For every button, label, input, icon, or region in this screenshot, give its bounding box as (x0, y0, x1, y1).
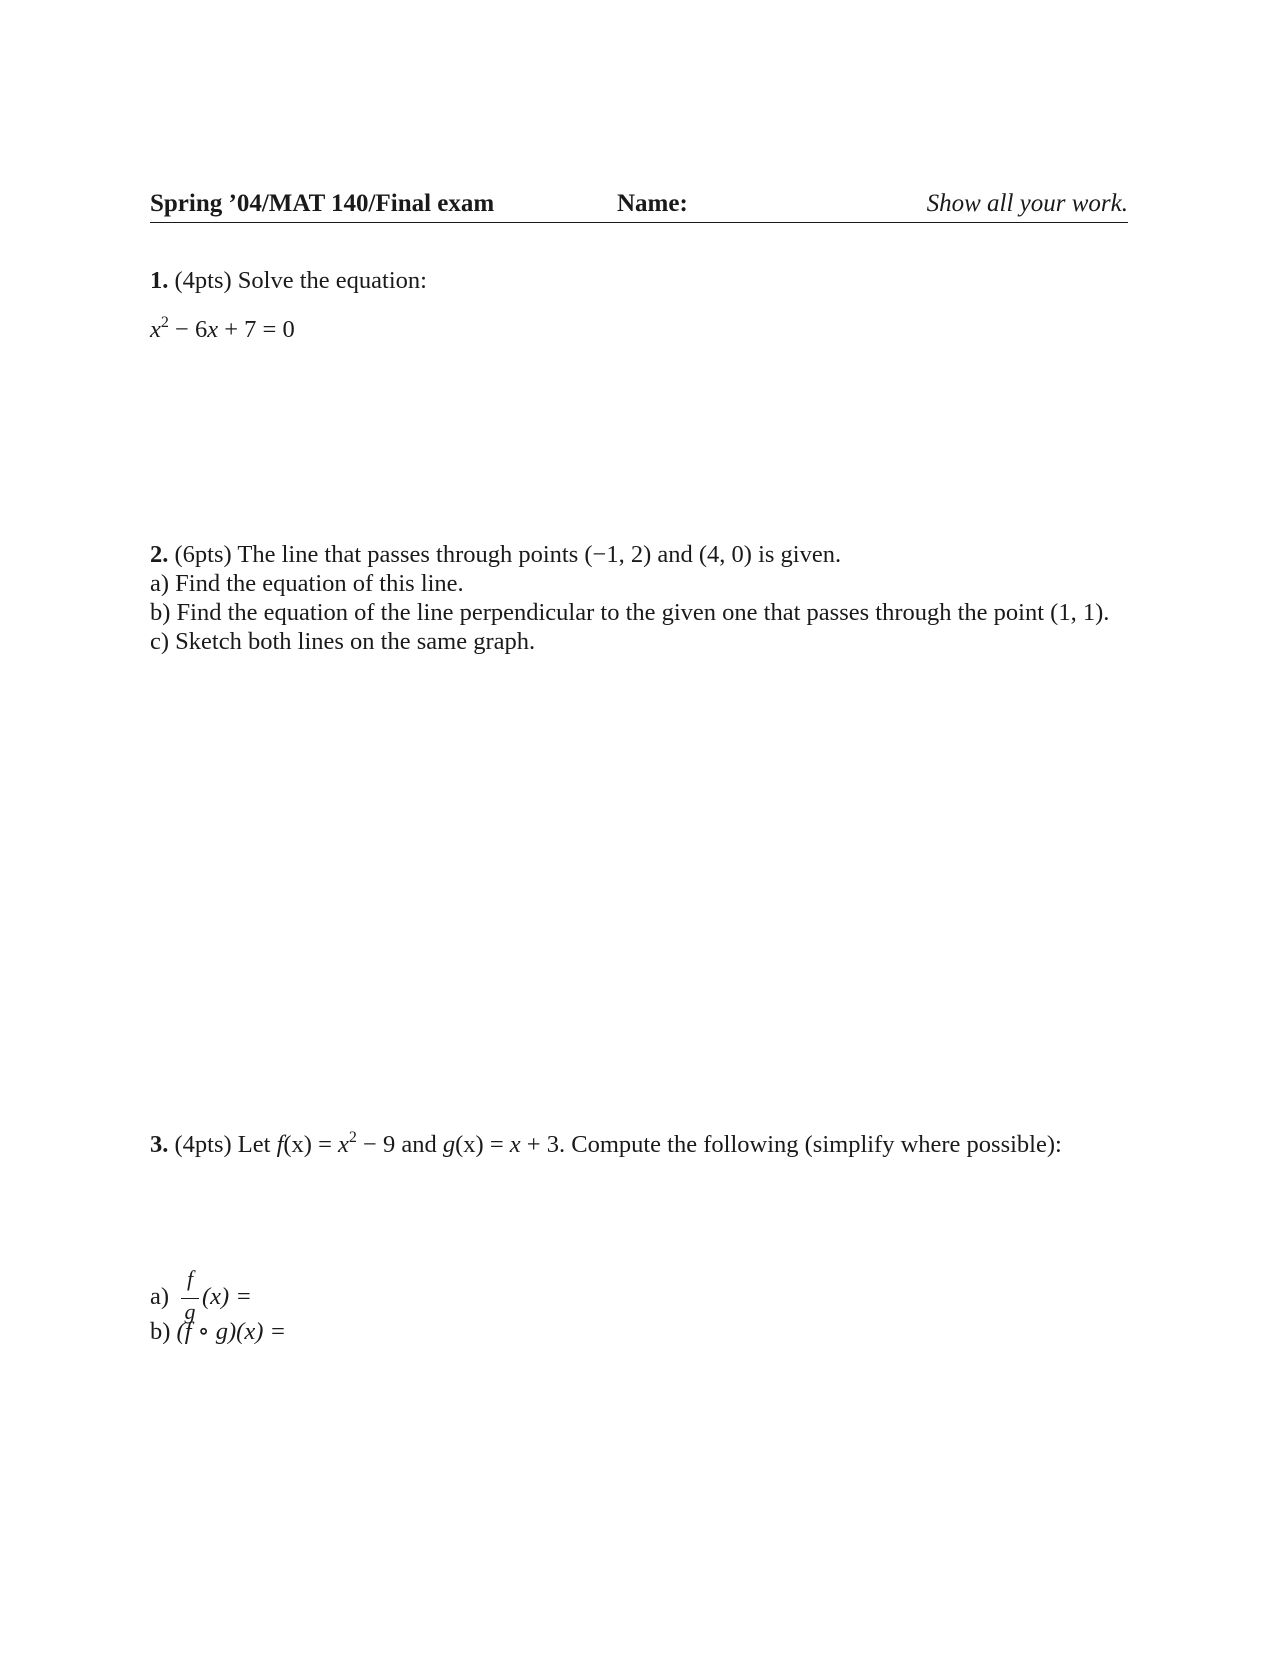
equation-part: + 7 = 0 (218, 316, 295, 343)
question-points: (6pts) (174, 541, 232, 568)
question-2-part-a: a) Find the equation of this line. (150, 570, 464, 597)
equation-exponent: 2 (160, 314, 169, 331)
fraction-denominator: g (184, 1299, 196, 1324)
math-var: x (509, 1131, 521, 1158)
prompt-text: Let (237, 1131, 277, 1158)
question-number: 2. (150, 541, 169, 568)
question-points: (4pts) (174, 1131, 232, 1158)
instruction-text: Show all your work. (926, 190, 1128, 217)
course-title: Spring ’04/MAT 140/Final exam (150, 190, 495, 217)
question-points: (4pts) (174, 267, 232, 294)
question-1-equation (150, 314, 1130, 345)
question-text: The line that passes through points (−1, 2) and (4, 0) is given. (237, 541, 842, 568)
name-label: Name: (617, 190, 688, 217)
question-2 (150, 540, 1130, 656)
prompt-text: (x) (283, 1131, 312, 1158)
prompt-text: (x) (455, 1131, 484, 1158)
part-expression: (f ∘ g)(x) = (176, 1318, 287, 1345)
equation-part: − 6 (168, 316, 208, 343)
exam-header (150, 188, 1128, 223)
question-2-part-c: c) Sketch both lines on the same graph. (150, 628, 536, 655)
question-number: 3. (150, 1131, 169, 1158)
equation-var: x (207, 316, 219, 343)
fraction-numerator: f (186, 1266, 194, 1291)
function-f: f (276, 1131, 284, 1158)
prompt-text: + 3. Compute the following (simplify where possible): (520, 1131, 1062, 1158)
function-g: g (442, 1131, 456, 1158)
question-3-part-b (150, 1316, 1130, 1347)
question-2-prompt (150, 540, 1130, 569)
part-label: a) (150, 1283, 170, 1310)
question-2-part-b: b) Find the equation of the line perpendicular to the given one that passes through the point (1, 1). (150, 599, 1110, 626)
part-label: b) (150, 1318, 171, 1345)
question-1-prompt (150, 265, 1130, 296)
question-1 (150, 265, 1130, 296)
math-var: x (338, 1131, 349, 1158)
question-3-prompt (150, 1130, 1130, 1159)
prompt-text: = (483, 1131, 510, 1158)
prompt-text: = (311, 1131, 339, 1158)
equation-var: x (150, 316, 161, 343)
part-expression: (x) = (202, 1283, 252, 1310)
question-text: Solve the equation: (237, 267, 427, 294)
question-number: 1. (150, 267, 169, 294)
prompt-text: − 9 and (356, 1131, 443, 1158)
math-exponent: 2 (348, 1129, 357, 1146)
